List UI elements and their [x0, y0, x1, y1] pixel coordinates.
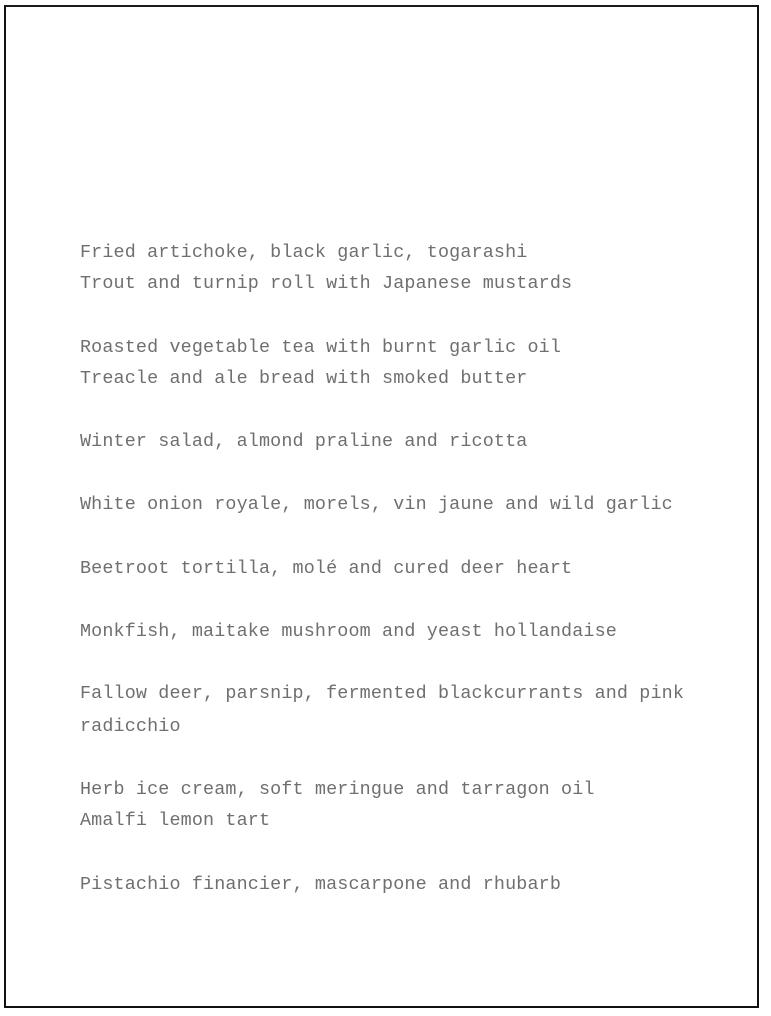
menu-item-winter-salad: Winter salad, almond praline and ricotta	[80, 431, 528, 452]
menu-item-beetroot-tortilla: Beetroot tortilla, molé and cured deer heart	[80, 558, 573, 579]
menu-item-herb-ice-cream: Herb ice cream, soft meringue and tarragon oil	[80, 779, 595, 800]
menu-item-treacle-bread: Treacle and ale bread with smoked butter	[80, 368, 528, 389]
menu-item-vegetable-tea: Roasted vegetable tea with burnt garlic oil	[80, 337, 562, 358]
menu-item-onion-royale: White onion royale, morels, vin jaune and wild garlic	[80, 494, 673, 515]
menu-item-trout-roll: Trout and turnip roll with Japanese mustards	[80, 273, 573, 294]
menu-item-fallow-deer: Fallow deer, parsnip, fermented blackcurrants and pink	[80, 683, 685, 704]
menu-item-lemon-tart: Amalfi lemon tart	[80, 810, 271, 831]
menu-item-fried-artichoke: Fried artichoke, black garlic, togarashi	[80, 242, 528, 263]
menu-item-pistachio-financier: Pistachio financier, mascarpone and rhubarb	[80, 874, 562, 895]
menu-item-monkfish: Monkfish, maitake mushroom and yeast hollandaise	[80, 621, 617, 642]
menu-item-fallow-deer-cont: radicchio	[80, 716, 181, 737]
menu-page	[4, 5, 759, 1008]
